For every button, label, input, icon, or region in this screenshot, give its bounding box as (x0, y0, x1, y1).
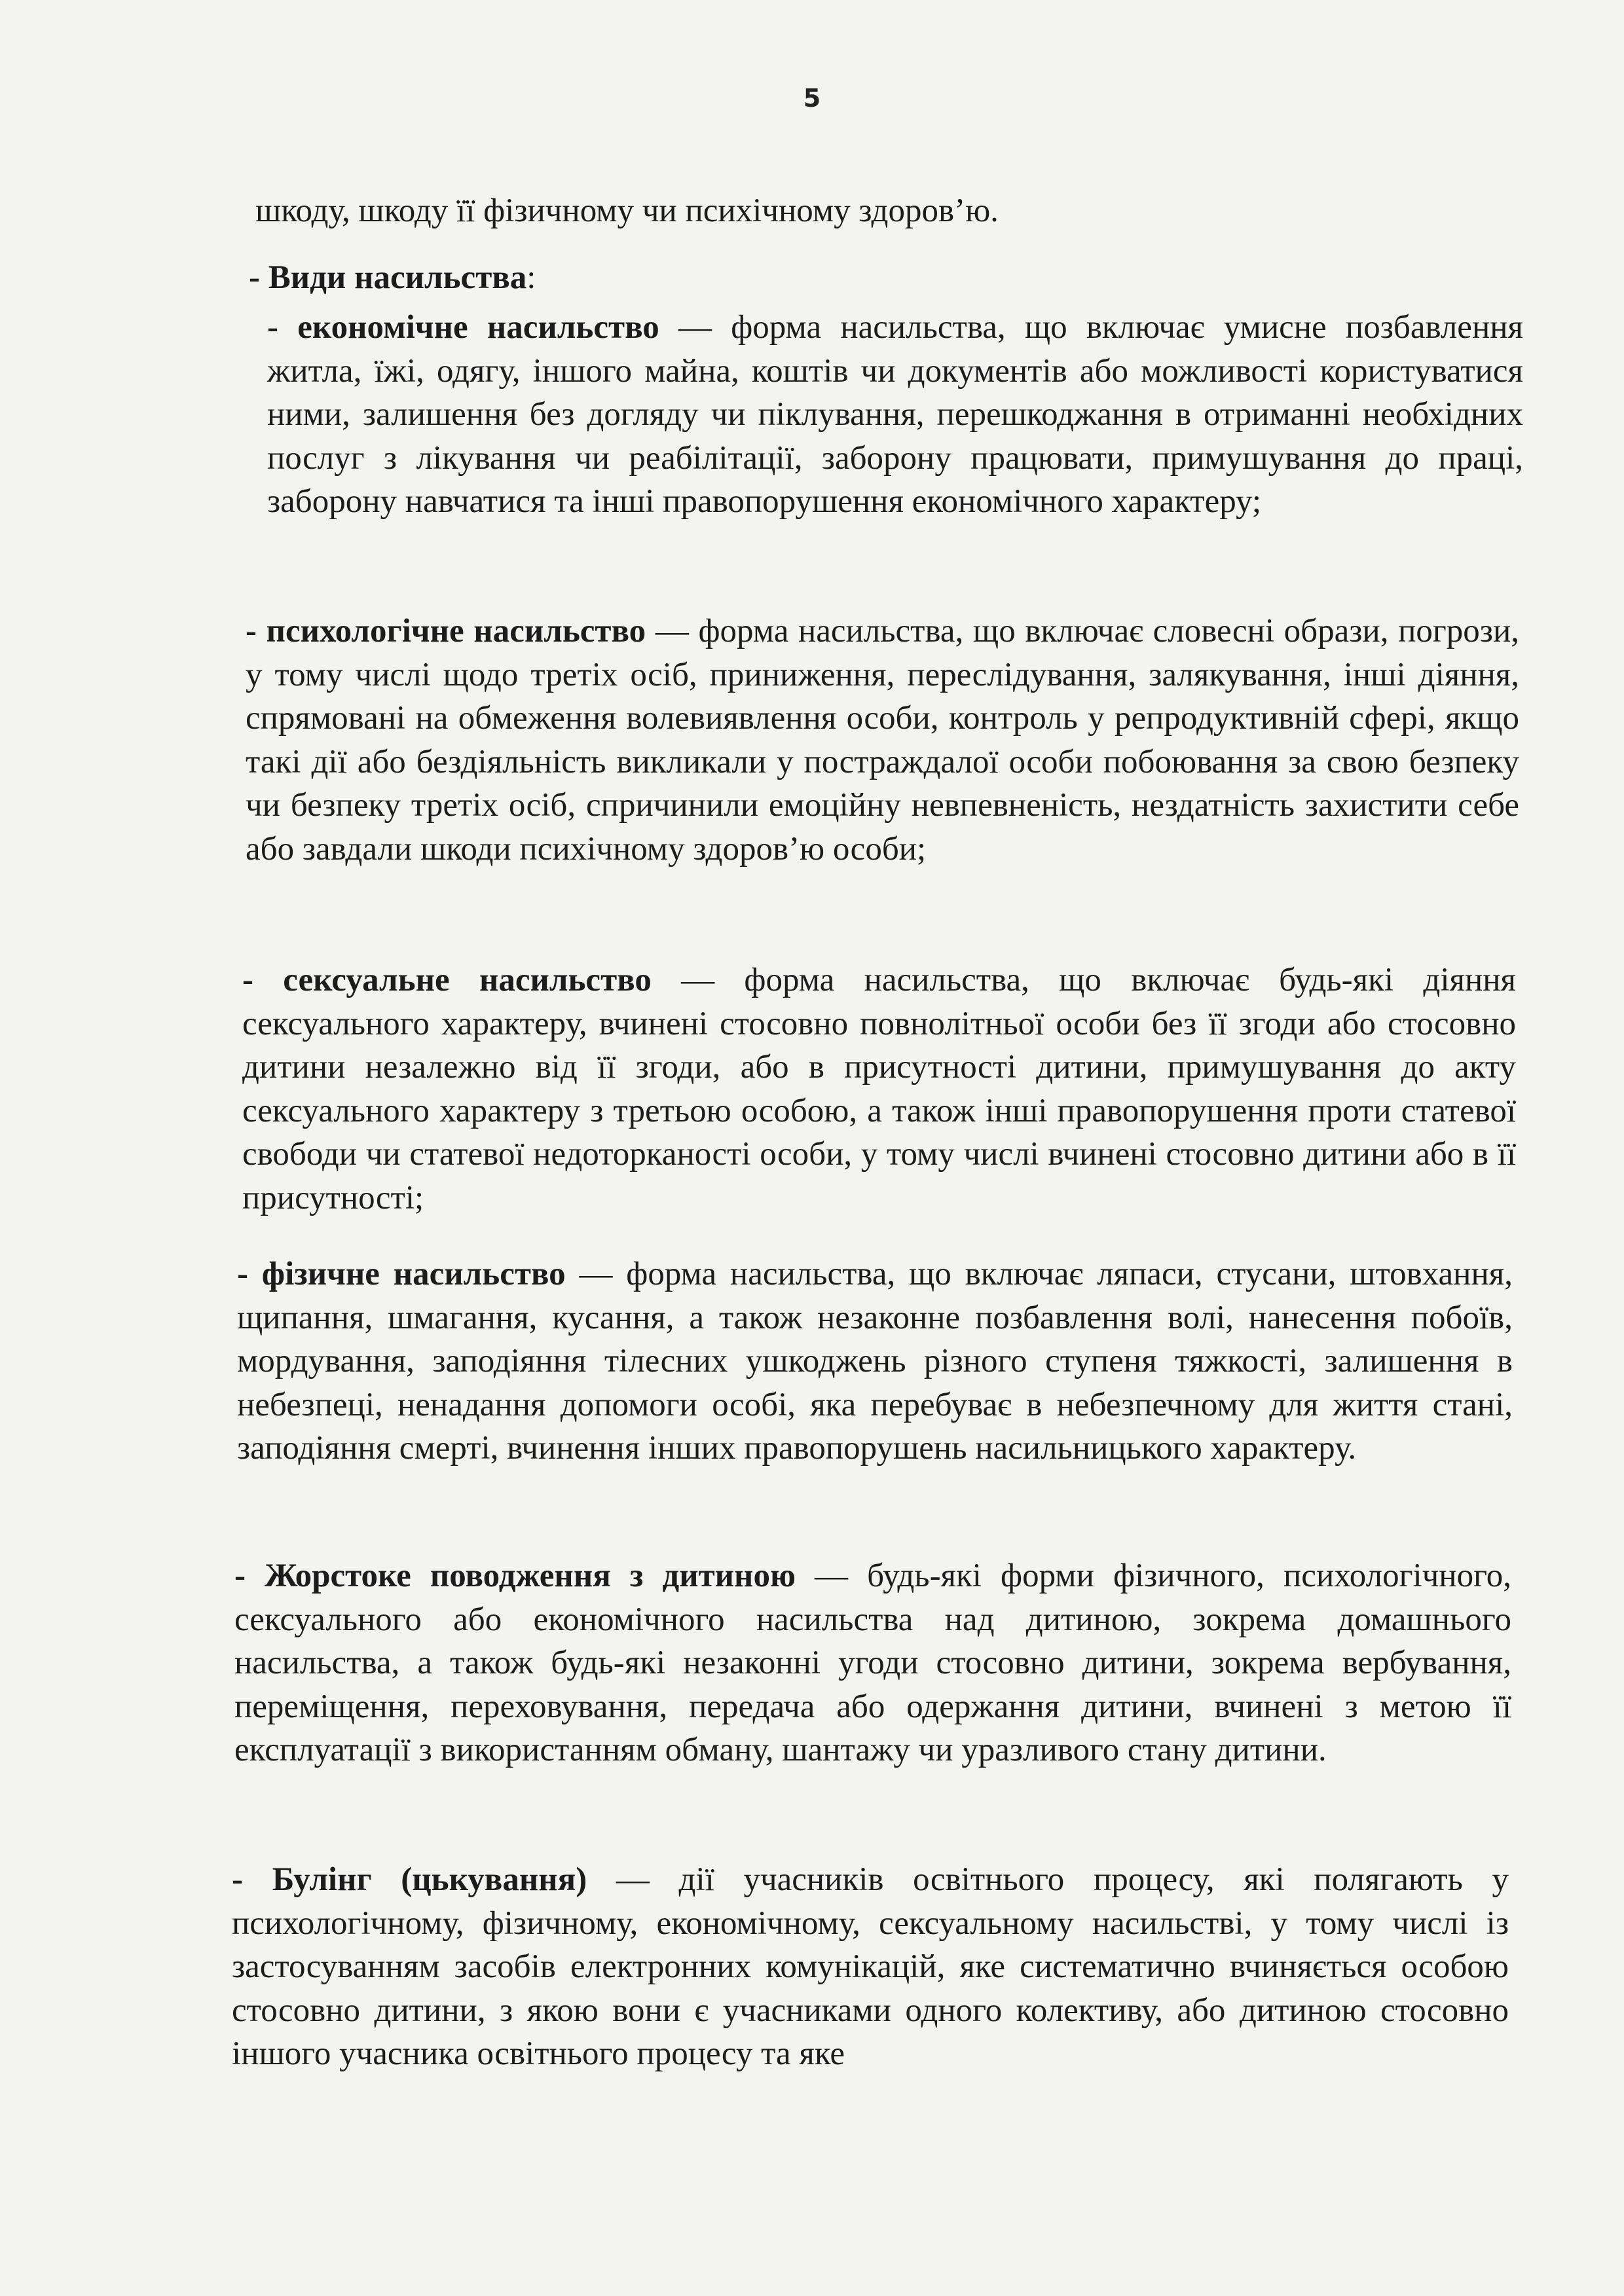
page-number: 5 (803, 84, 821, 113)
bullying-definition: — дії учасників освітнього процесу, які полягають у психологічному, фізичному, економічному, сексуальному насильстві, у тому числі із застосуванням засобів електронних комунікацій, яке систематично вчиняється особою стосовно дитини, з якою вони є учасниками одного колективу, або дитиною стосовно іншого учасника освітнього процесу та яке (232, 1861, 1509, 2072)
physical-violence-term: - фізичне насильство (237, 1256, 566, 1292)
bullying-term: - Булінг (цькування) (232, 1861, 587, 1898)
section-heading (249, 256, 1526, 300)
economic-violence-paragraph (267, 306, 1523, 524)
economic-violence-term: - економічне насильство (267, 309, 659, 346)
bullying-paragraph (232, 1858, 1509, 2076)
heading-label: - Види насильства (249, 259, 527, 296)
physical-violence-paragraph (237, 1252, 1513, 1470)
heading-suffix: : (526, 259, 536, 296)
psychological-violence-term: - психологічне насильство (246, 613, 646, 649)
physical-violence-definition: — форма насильства, що включає ляпаси, стусани, штовхання, щипання, шмагання, кусання, а також незаконне позбавлення волі, нанесення побоїв, мордування, заподіяння тілесних ушкоджень різного ступеня тяжкості, залишення в небезпеці, ненадання допомоги особі, яка перебуває в небезпечному для життя стані, заподіяння смерті, вчинення інших правопорушень насильницького характеру. (237, 1256, 1513, 1467)
sexual-violence-definition: — форма насильства, що включає будь-які діяння сексуального характеру, вчинені стосовно повнолітньої особи без її згоди або стосовно дитини незалежно від її згоди, або в присутності дитини, примушування до акту сексуального характеру з третьою особою, а також інші правопорушення проти статевої свободи чи статевої недоторканості особи, у тому числі вчинені стосовно дитини або в її присутності; (242, 962, 1516, 1216)
sexual-violence-paragraph (242, 958, 1516, 1220)
continuation-paragraph (255, 189, 1513, 233)
psychological-violence-definition: — форма насильства, що включає словесні образи, погрози, у тому числі щодо третіх осіб, приниження, переслідування, залякування, інші діяння, спрямовані на обмеження волевиявлення особи, контроль у репродуктивній сфері, якщо такі дії або бездіяльність викликали у постраждалої особи побоювання за свою безпеку чи безпеку третіх осіб, спричинили емоційну невпевненість, нездатність захистити себе або завдали шкоди психічному здоров’ю особи; (246, 613, 1519, 867)
child-abuse-paragraph (234, 1554, 1511, 1772)
child-abuse-definition: — будь-які форми фізичного, психологічного, сексуального або економічного насильства над дитиною, зокрема домашнього насильства, а також будь-які незаконні угоди стосовно дитини, зокрема вербування, переміщення, переховування, передача або одержання дитини, вчинені з метою її експлуатації з використанням обману, шантажу чи уразливого стану дитини. (234, 1558, 1511, 1768)
child-abuse-term: - Жорстоке поводження з дитиною (234, 1558, 796, 1594)
continuation-text: шкоду, шкоду її фізичному чи психічному здоров’ю. (255, 192, 999, 229)
economic-violence-definition: — форма насильства, що включає умисне позбавлення житла, їжі, одягу, іншого майна, коштів чи документів або можливості користуватися ними, залишення без догляду чи піклування, перешкоджання в отриманні необхідних послуг з лікування чи реабілітації, заборону працювати, примушування до праці, заборону навчатися та інші правопорушення економічного характеру; (267, 309, 1523, 520)
sexual-violence-term: - сексуальне насильство (242, 962, 652, 998)
psychological-violence-paragraph (246, 610, 1519, 871)
